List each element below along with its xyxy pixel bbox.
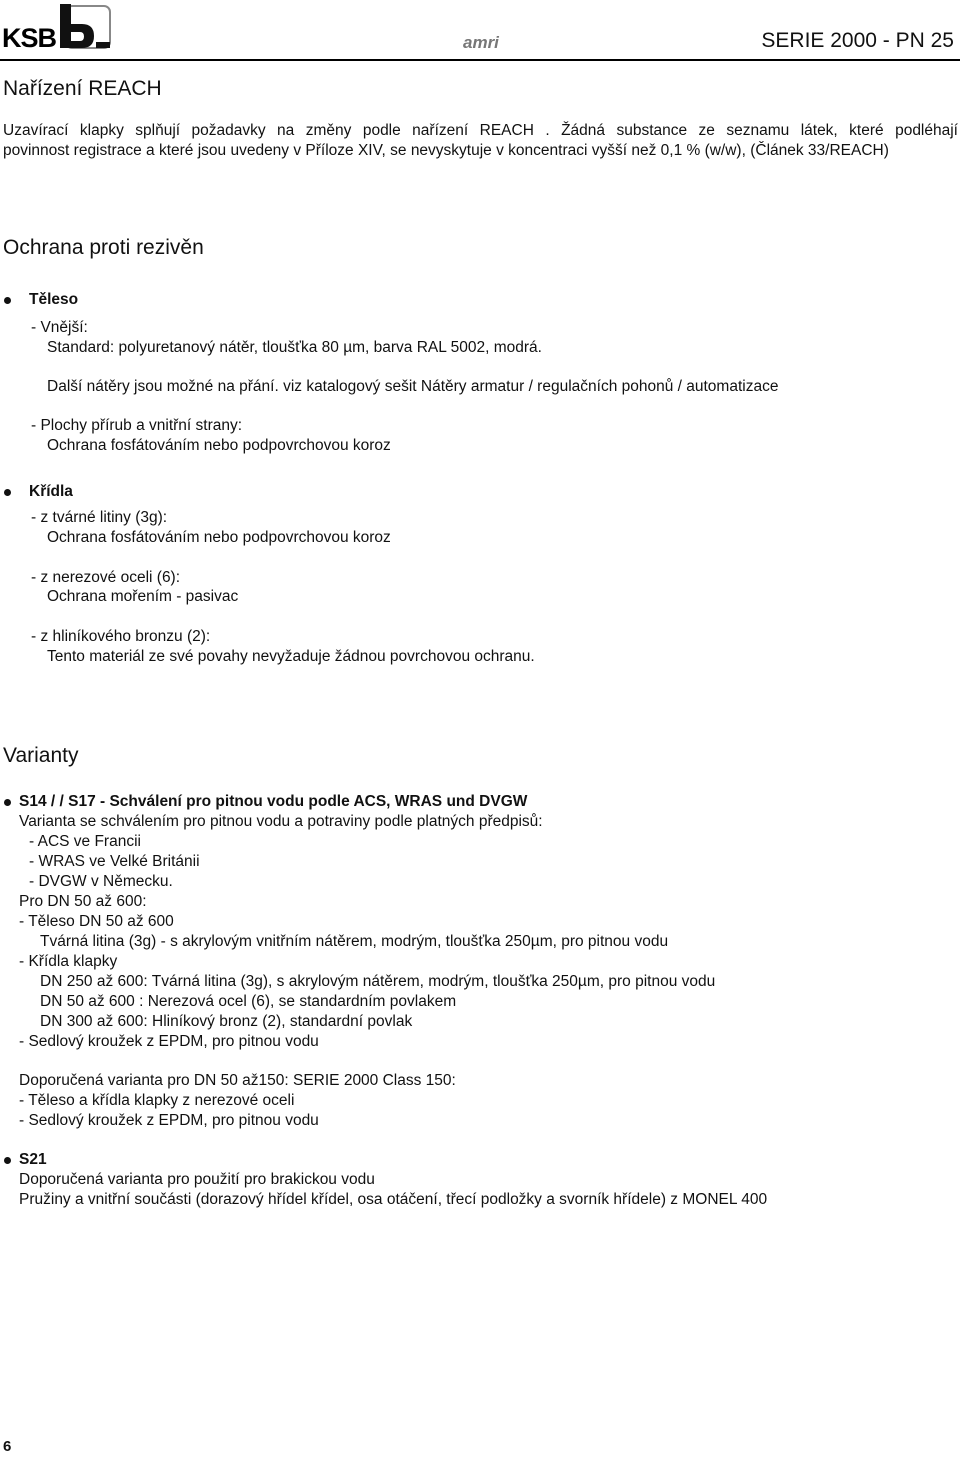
corrosion-title: Ochrana proti rezivěn — [3, 236, 204, 259]
s14-line: - Těleso DN 50 až 600 — [19, 913, 174, 930]
s14-line: - Křídla klapky — [19, 953, 118, 970]
s21-heading: S21 — [19, 1151, 47, 1168]
s14-line: - DVGW v Německu. — [29, 873, 173, 890]
bullet-discs — [4, 489, 11, 496]
discs-stainless-text: Ochrana mořením - pasivac — [47, 588, 239, 605]
page-header — [0, 0, 960, 62]
ksb-b-mark-icon — [60, 4, 112, 50]
discs-heading: Křídla — [29, 483, 73, 500]
s14-line: Doporučená varianta pro DN 50 až150: SERIE 2000 Class 150: — [19, 1072, 456, 1089]
bullet-s14 — [4, 799, 11, 806]
s14-line: - Těleso a křídla klapky z nerezové oceli — [19, 1092, 295, 1109]
body-flange-label: - Plochy přírub a vnitřní strany: — [31, 417, 243, 434]
s14-line: - ACS ve Francii — [29, 833, 141, 850]
s14-line: - Sedlový kroužek z EPDM, pro pitnou vodu — [19, 1033, 319, 1050]
page-number: 6 — [3, 1438, 12, 1455]
s14-line: Varianta se schválením pro pitnou vodu a potraviny podle platných předpisů: — [19, 813, 543, 830]
bullet-s21 — [4, 1157, 11, 1164]
discs-stainless-label: - z nerezové oceli (6): — [31, 569, 181, 586]
s14-line: Tvárná litina (3g) - s akrylovým vnitřním nátěrem, modrým, tloušťka 250µm, pro pitnou vodu — [40, 933, 669, 950]
header-rule — [0, 59, 960, 61]
ksb-logo-text: KSB — [2, 23, 57, 53]
s14-line: - WRAS ve Velké Británii — [29, 853, 200, 870]
s21-line: Doporučená varianta pro použití pro brakickou vodu — [19, 1171, 375, 1188]
discs-bronze-text: Tento materiál ze své povahy nevyžaduje žádnou povrchovou ochranu. — [47, 648, 535, 665]
s14-line: DN 300 až 600: Hliníkový bronz (2), standardní povlak — [40, 1013, 413, 1030]
discs-ductile-label: - z tvárné litiny (3g): — [31, 509, 168, 526]
s14-line: DN 250 až 600: Tvárná litina (3g), s akrylovým nátěrem, modrým, tloušťka 250µm, pro pitnou vodu — [40, 973, 716, 990]
reach-text-line-2: povinnost registrace a které jsou uvedeny v Příloze XIV, se nevyskytuje v koncentraci vyšší než 0,1 % (w/w), (Článek 33/REACH) — [3, 142, 889, 159]
series-title: SERIE 2000 - PN 25 — [761, 29, 954, 52]
body-outer-label: - Vnější: — [31, 319, 88, 336]
s21-line: Pružiny a vnitřní součásti (dorazový hřídel křídel, osa otáčení, třecí podložky a svorník hřídele) z MONEL 400 — [19, 1191, 768, 1208]
ksb-logo — [2, 2, 118, 52]
discs-bronze-label: - z hliníkového bronzu (2): — [31, 628, 211, 645]
discs-ductile-text: Ochrana fosfátováním nebo podpovrchovou koroz — [47, 529, 391, 546]
reach-text-line-1: Uzavírací klapky splňují požadavky na změny podle nařízení REACH . Žádná substance ze seznamu látek, které podléhají — [3, 122, 958, 139]
body-flange-text: Ochrana fosfátováním nebo podpovrchovou koroz — [47, 437, 391, 454]
reach-title: Nařízení REACH — [3, 77, 162, 100]
s14-line: DN 50 až 600 : Nerezová ocel (6), se standardním povlakem — [40, 993, 457, 1010]
s14-line: - Sedlový kroužek z EPDM, pro pitnou vodu — [19, 1112, 319, 1129]
body-outer-more: Další nátěry jsou možné na přání. viz katalogový sešit Nátěry armatur / regulačních pohonů / automatizace — [47, 378, 779, 395]
body-heading: Těleso — [29, 291, 79, 308]
s14-line: Pro DN 50 až 600: — [19, 893, 147, 910]
s14-heading: S14 / / S17 - Schválení pro pitnou vodu podle ACS, WRAS und DVGW — [19, 793, 528, 810]
bullet-body — [4, 297, 11, 304]
variants-title: Varianty — [3, 744, 79, 767]
body-outer-standard: Standard: polyuretanový nátěr, tloušťka 80 µm, barva RAL 5002, modrá. — [47, 339, 542, 356]
amri-brand: amri — [463, 33, 499, 52]
